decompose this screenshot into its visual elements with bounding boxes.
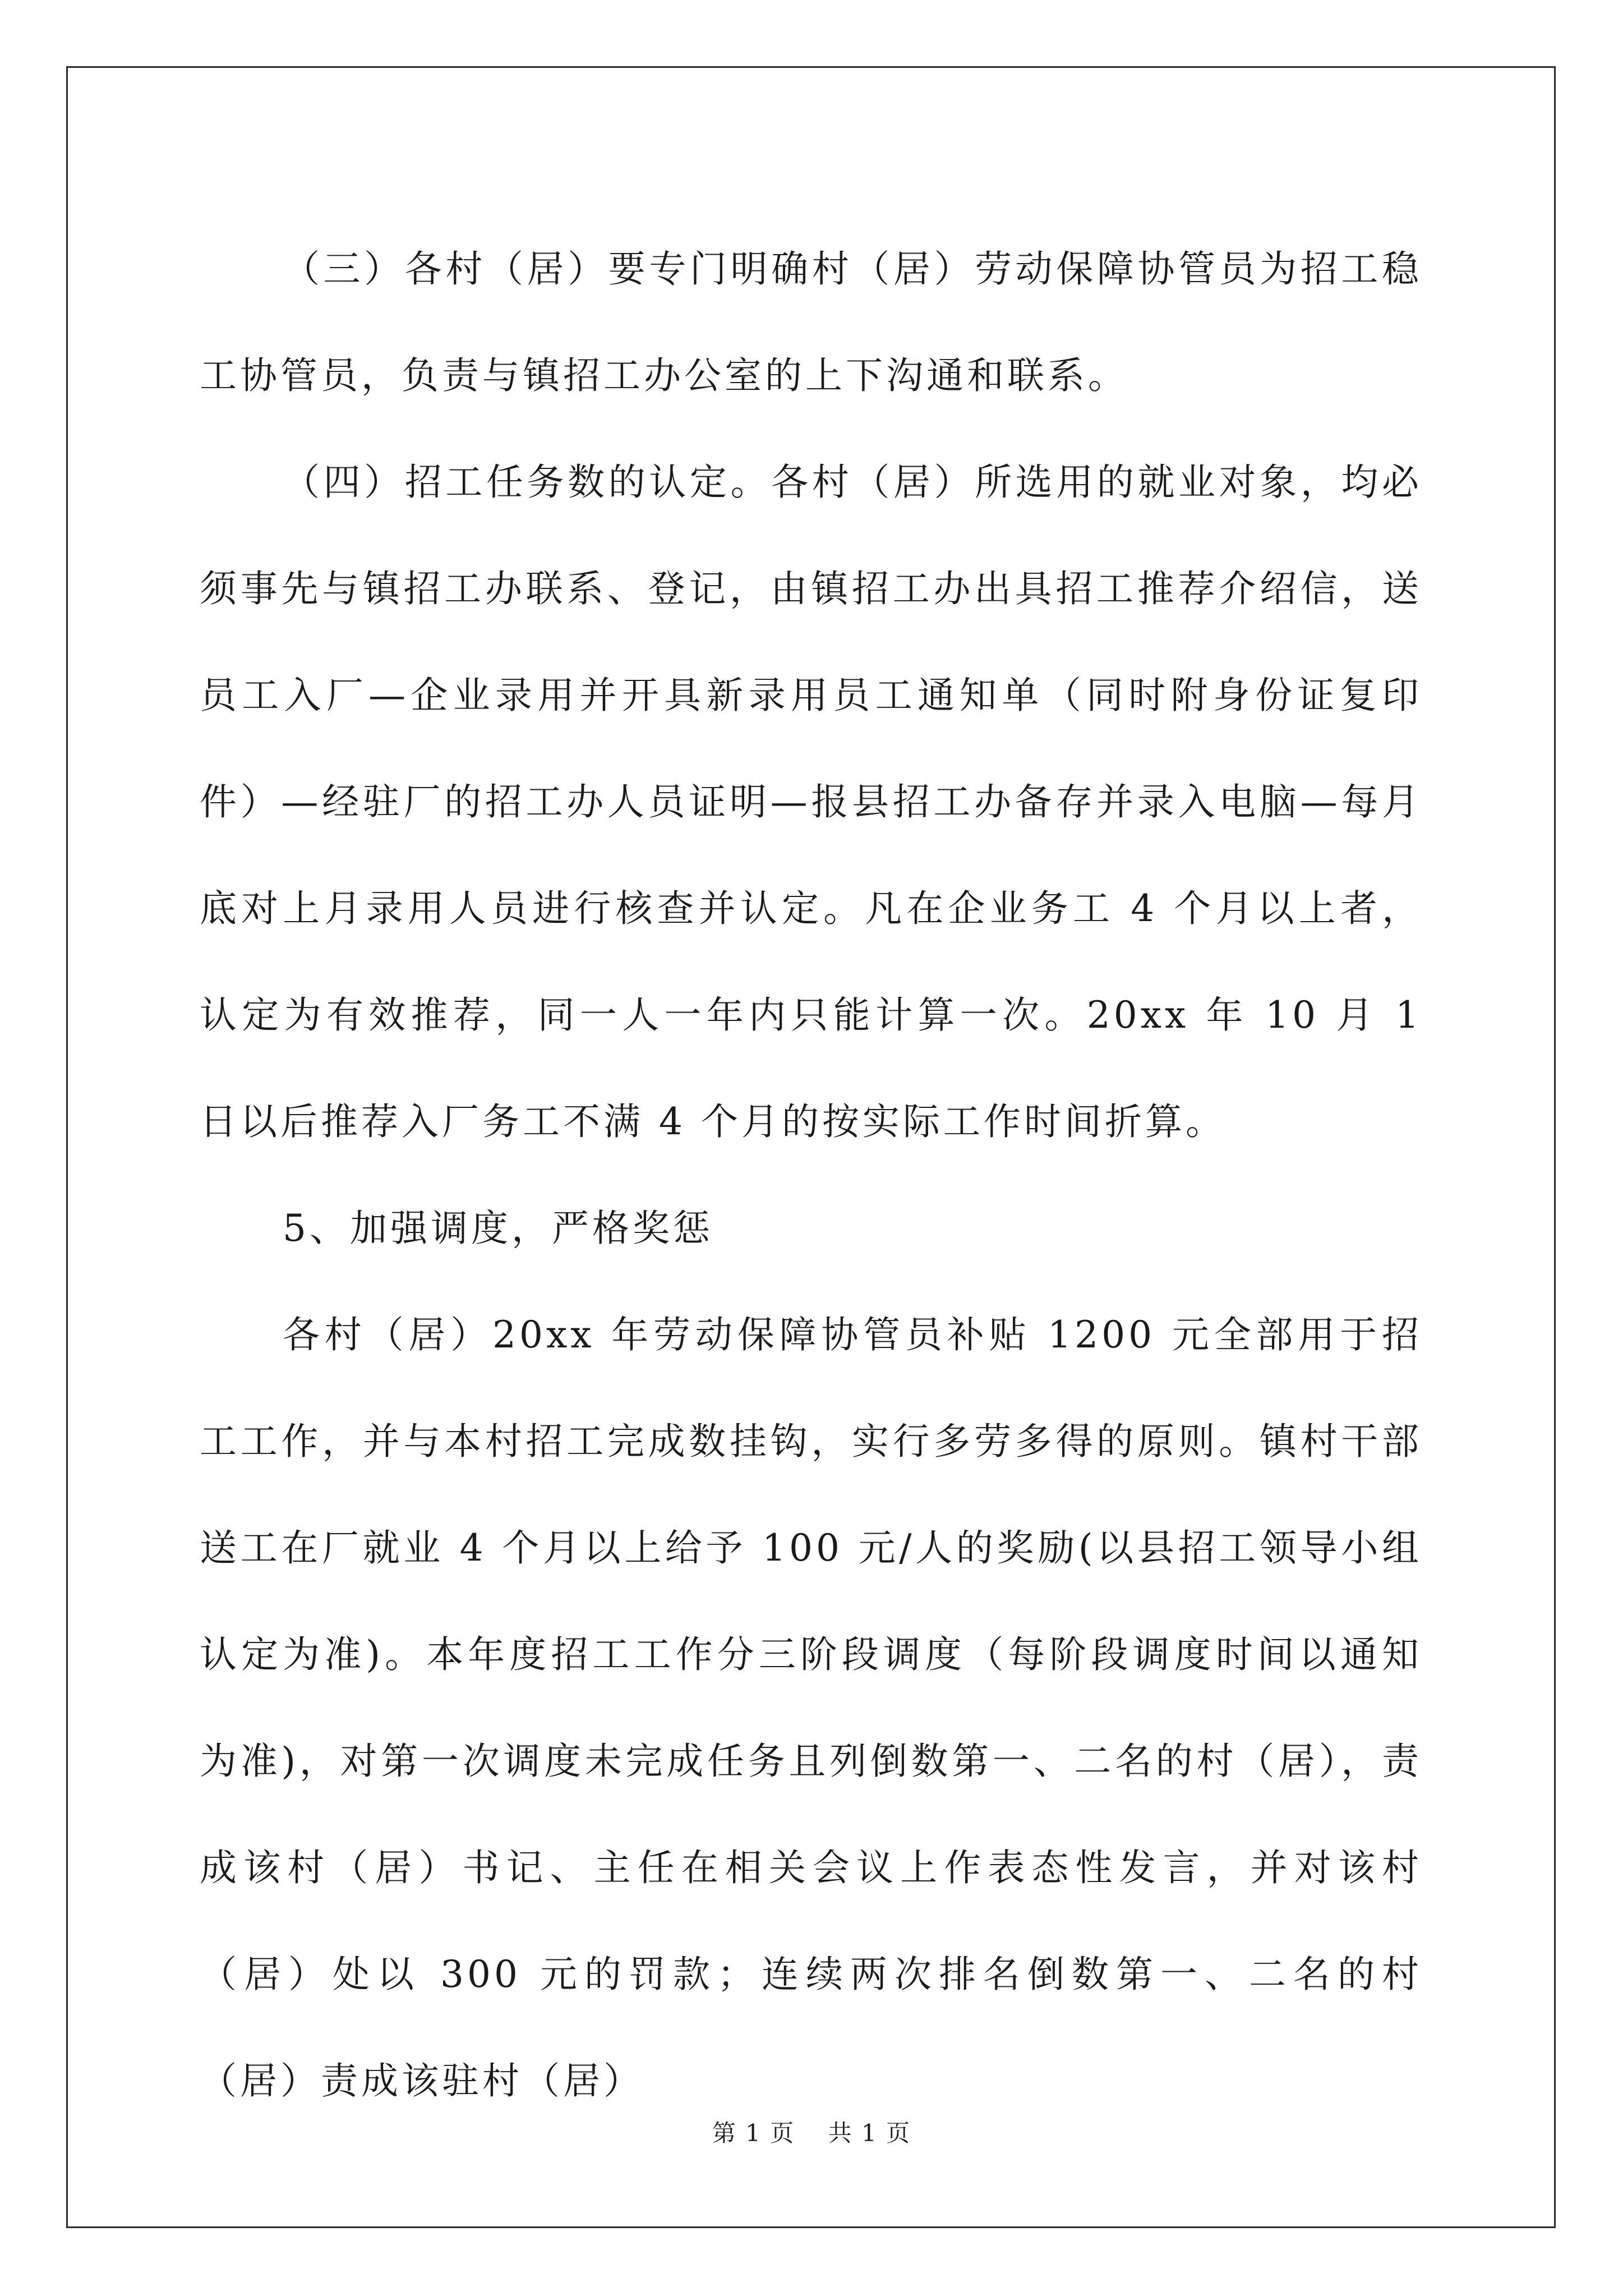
paragraph-4: （四）招工任务数的认定。各村（居）所选用的就业对象，均必须事先与镇招工办联系、登记，由镇招工办出具招工推荐介绍信，送员工入厂—企业录用并开具新录用员工通知单（同时附身份证复印件）—经驻厂的招工办人员证明—报县招工办备存并录入电脑—每月底对上月录用人员进行核查并认定。凡在企业务工 4 个月以上者，认定为有效推荐，同一人一年内只能计算一次。20xx 年 10 月 1 日以后推荐入厂务工不满 4 个月的按实际工作时间折算。 [200, 461, 1422, 1143]
paragraph-subsidy: 各村（居）20xx 年劳动保障协管员补贴 1200 元全部用于招工工作，并与本村招工完成数挂钩，实行多劳多得的原则。镇村干部送工在厂就业 4 个月以上给予 100 元/人的奖励(以县招工领导小组认定为准)。本年度招工工作分三阶段调度（每阶段调度时间以通知为准)，对第一次调度未完成任务且列倒数第一、二名的村（居），责成该村（居）书记、主任在相关会议上作表态性发言，并对该村（居）处以 300 元的罚款；连续两次排名倒数第一、二名的村（居）责成该驻村（居） [200, 1313, 1422, 2102]
page-number-total: 共 1 页 [828, 2119, 911, 2147]
page-number-current: 第 1 页 [712, 2119, 795, 2147]
page-footer [0, 2115, 1623, 2148]
section-heading-5: 5、加强调度，严格奖惩 [283, 1207, 713, 1250]
paragraph-3: （三）各村（居）要专门明确村（居）劳动保障协管员为招工稳工协管员，负责与镇招工办公室的上下沟通和联系。 [200, 247, 1422, 397]
document-body [200, 216, 1422, 2134]
